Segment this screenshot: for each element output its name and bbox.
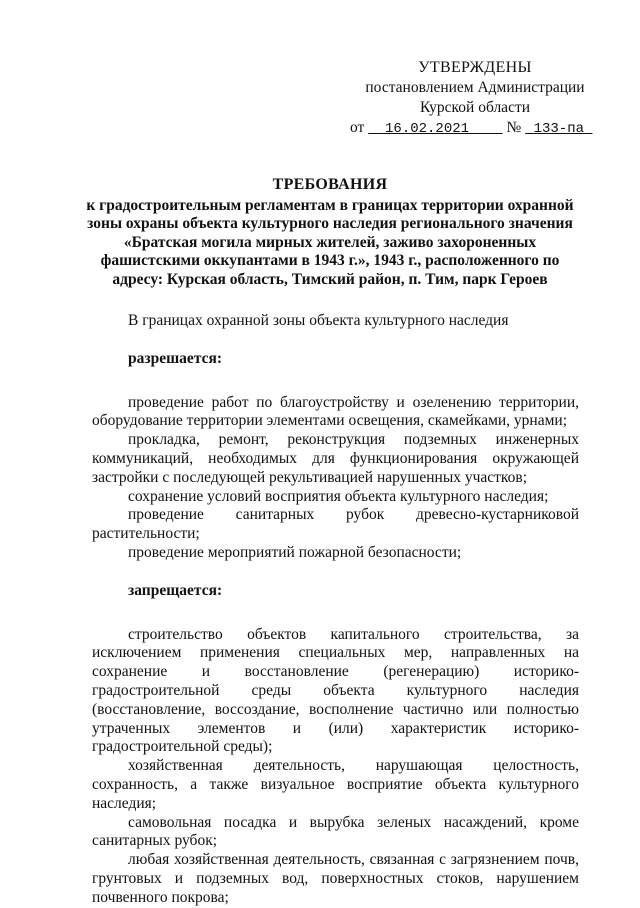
forbidden-item: строительство объектов капитального строительства, за исключением применения специальных мер, направленных на сохранение и восстановление (регенерацию) историко-градостроительной среды объекта культурного наследия (восстановление, воссоздание, восполнение частично или полностью утраченных элементов и (или) характеристик историко-градостроительной среды); (92, 625, 579, 756)
forbidden-item: любая хозяйственная деятельность, связанная с загрязнением почв, грунтовых и подземных вод, поверхностных стоков, нарушением почвенного покрова; (92, 851, 579, 906)
title-line: «Братская могила мирных жителей, заживо захороненных (123, 233, 537, 251)
from-label: от (350, 119, 365, 136)
allowed-item: прокладка, ремонт, реконструкция подземных инженерных коммуникаций, необходимых для функционирования окружающей застройки с последующей рекультивацией нарушенных участков; (92, 431, 579, 486)
title-line: фашистскими оккупантами в 1943 г.», 1943 г., расположенного по (100, 252, 560, 270)
allowed-item: сохранение условий восприятия объекта культурного наследия; (128, 487, 549, 505)
allowed-item: проведение работ по благоустройству и озеленению территории, оборудование территории элементами освещения, скамейками, урнами; (92, 393, 579, 430)
approval-authority: постановлением Администрации (365, 79, 585, 96)
title-line: зоны охраны объекта культурного наследия регионального значения (87, 215, 573, 233)
document-body (92, 312, 579, 908)
title-heading: ТРЕБОВАНИЯ (272, 176, 388, 193)
number-label: № (506, 119, 522, 136)
approval-block (350, 58, 590, 137)
title-line: к градостроительным регламентам в границах территории охранной (86, 196, 574, 214)
document-title (70, 176, 590, 290)
allowed-heading: разрешается: (128, 349, 223, 367)
allowed-item: проведение санитарных рубок древесно-кустарниковой растительности; (92, 506, 579, 543)
title-line: адресу: Курская область, Тимский район, п. Тим, парк Героев (112, 270, 548, 288)
forbidden-item: хозяйственная деятельность, нарушающая целостность, сохранность, а также визуальное восприятие объекта культурного наследия; (92, 757, 579, 812)
approval-number: 133-па (533, 121, 585, 137)
approval-title: УТВЕРЖДЕНЫ (418, 59, 532, 76)
forbidden-heading: запрещается: (128, 581, 223, 599)
forbidden-item: самовольная посадка и вырубка зеленых насаждений, кроме санитарных рубок; (92, 813, 579, 850)
approval-date-number (350, 118, 590, 139)
approval-date: 16.02.2021 (385, 121, 470, 137)
approval-region: Курской области (419, 99, 531, 116)
intro-paragraph: В границах охранной зоны объекта культурного наследия (128, 312, 509, 329)
allowed-item: проведение мероприятий пожарной безопасности; (128, 543, 462, 561)
